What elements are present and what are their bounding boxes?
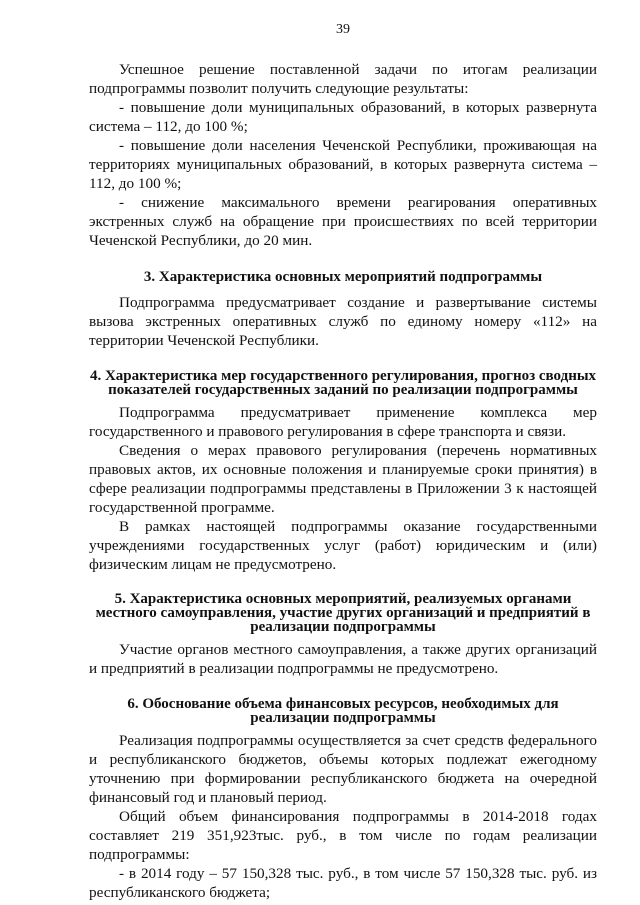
result-item-3: - снижение максимального времени реагирования оперативных экстренных служб на обращение при происшествиях по всей территории Чеченской Республики, до 20 мин. bbox=[89, 194, 597, 249]
result-item-1: - повышение доли муниципальных образований, в которых развернута система – 112, до 100 %; bbox=[89, 99, 597, 135]
section-6-paragraph-2: Общий объем финансирования подпрограммы в 2014-2018 годах составляет 219 351,923тыс. руб., в том числе по годам реализации подпрограммы: bbox=[89, 808, 597, 863]
section-6-heading: 6. Обоснование объема финансовых ресурсов, необходимых для реализации подпрограммы bbox=[127, 696, 559, 726]
intro-paragraph: Успешное решение поставленной задачи по итогам реализации подпрограммы позволит получить следующие результаты: bbox=[89, 61, 597, 97]
page-number: 39 bbox=[336, 22, 350, 37]
section-4-paragraph-3: В рамках настоящей подпрограммы оказание государственными учреждениями государственных услуг (работ) юридическим и (или) физическим лицам не предусмотрено. bbox=[89, 518, 597, 573]
section-4-heading: 4. Характеристика мер государственного регулирования, прогноз сводных показателей государственных заданий по реализации подпрограммы bbox=[89, 368, 597, 398]
funding-item-2014: - в 2014 году – 57 150,328 тыс. руб., в том числе 57 150,328 тыс. руб. из республиканского бюджета; bbox=[89, 865, 597, 901]
section-3-heading: 3. Характеристика основных мероприятий подпрограммы bbox=[143, 269, 543, 285]
result-item-2: - повышение доли населения Чеченской Республики, проживающая на территориях муниципальных образований, в которых развернута система – 112, до 100 %; bbox=[89, 137, 597, 192]
section-6-paragraph-1: Реализация подпрограммы осуществляется за счет средств федерального и республиканского бюджетов, объемы которых подлежат ежегодному уточнению при формировании республиканского бюджета на очередной финансовый год и плановый период. bbox=[89, 732, 597, 806]
section-3-paragraph: Подпрограмма предусматривает создание и развертывание системы вызова экстренных оперативных служб по единому номеру «112» на территории Чеченской Республики. bbox=[89, 294, 597, 349]
section-5-paragraph: Участие органов местного самоуправления, а также других организаций и предприятий в реализации подпрограммы не предусмотрено. bbox=[89, 641, 597, 677]
section-5-heading: 5. Характеристика основных мероприятий, реализуемых органами местного самоуправления, участие других организаций и предприятий в реализации подпрограммы bbox=[95, 591, 591, 635]
section-4-paragraph-1: Подпрограмма предусматривает применение комплекса мер государственного и правового регулирования в сфере транспорта и связи. bbox=[89, 404, 597, 440]
document-body bbox=[89, 60, 597, 902]
section-4-paragraph-2: Сведения о мерах правового регулирования (перечень нормативных правовых актов, их основные положения и планируемые сроки принятия) в сфере реализации подпрограммы представлены в Приложении 3 к настоящей государственной программе. bbox=[89, 442, 597, 516]
